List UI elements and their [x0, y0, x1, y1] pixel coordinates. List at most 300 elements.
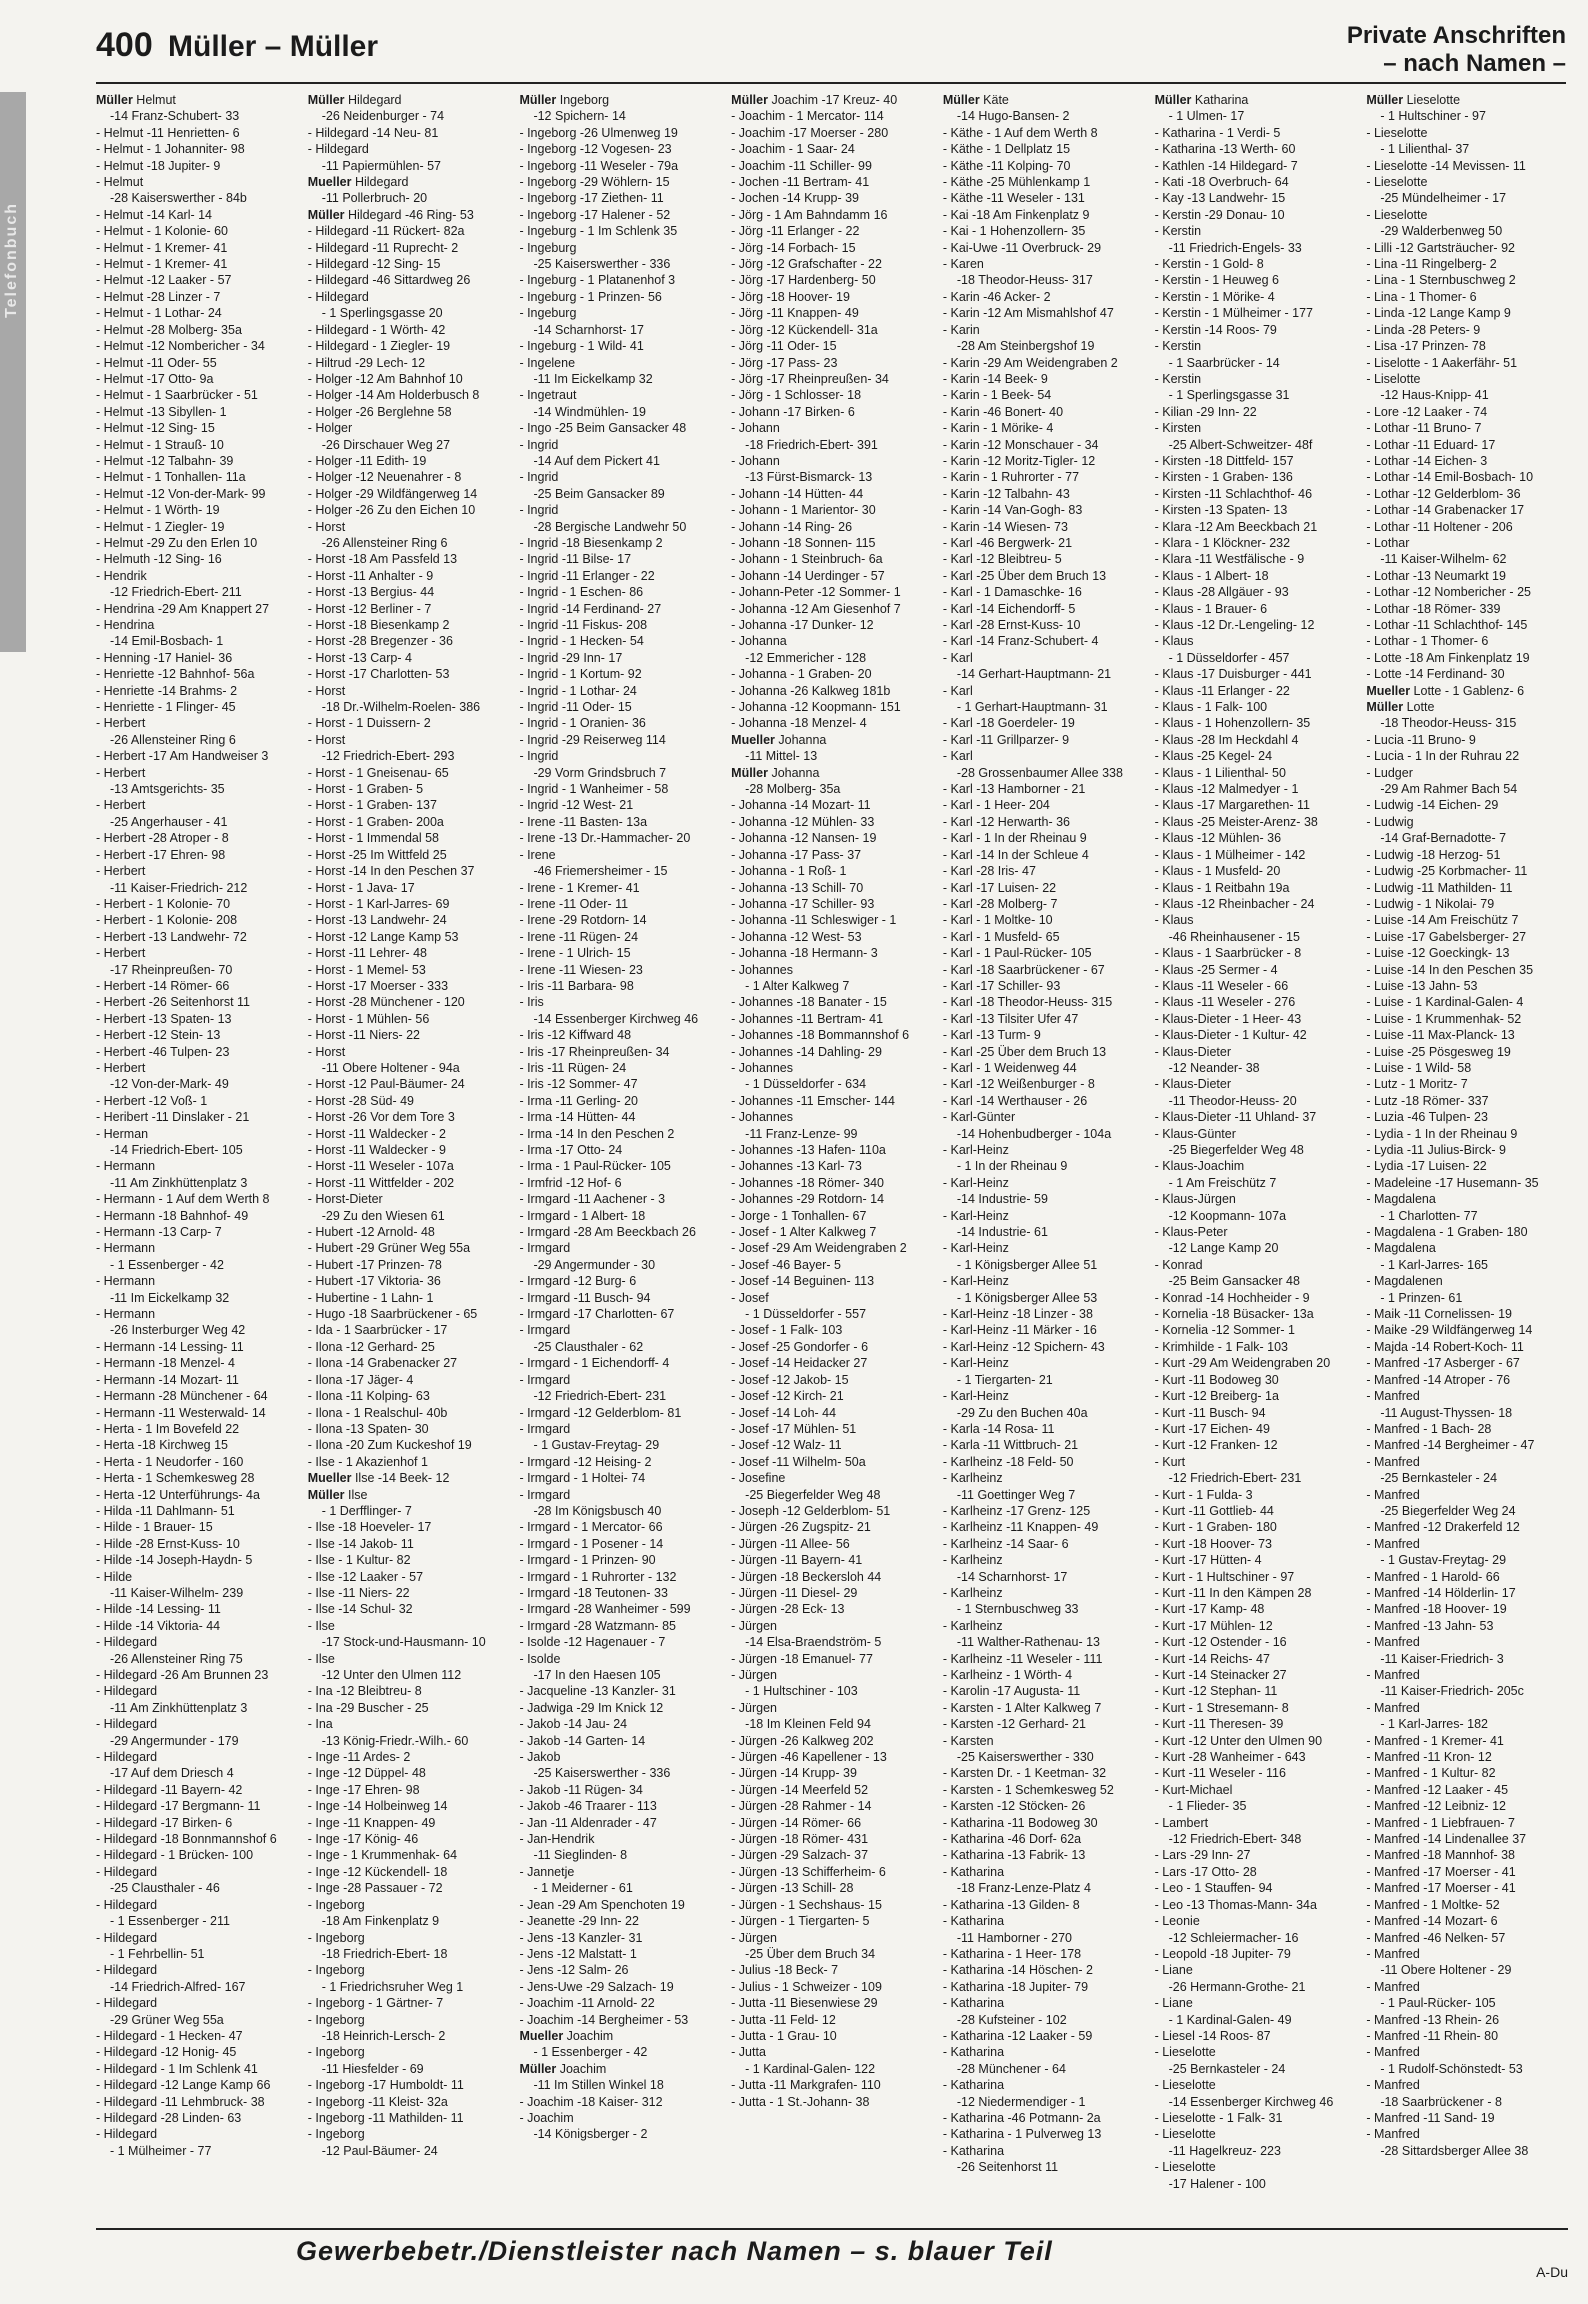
- listing-entry: - Karl-Heinz: [942, 1208, 1009, 1223]
- listing-entry: - Jörg -14 Forbach- 15: [731, 240, 856, 255]
- listing-entry: - Josef - 1 Alter Kalkweg 7: [731, 1225, 877, 1240]
- listing-entry: - Klaus-Dieter - 1 Heer- 43: [1154, 1011, 1302, 1026]
- listing-entry: - Hermann -14 Mozart- 11: [96, 1372, 239, 1387]
- listing-entry: - Jochen -14 Krupp- 39: [731, 191, 860, 206]
- listing-entry: - Karsten -12 Gerhard- 21: [942, 1717, 1086, 1732]
- listing-entry: - Horst -28 Münchener - 120: [307, 995, 465, 1010]
- listing-entry: - Irmgard -28 Wanheimer - 599: [519, 1602, 691, 1617]
- listing-entry: - Helmut - 1 Kolonie- 60: [96, 224, 229, 239]
- listing-entry: - Katharina -46 Potmann- 2a: [942, 2110, 1101, 2125]
- listing-entry: - Horst - 1 Karl-Jarres- 69: [307, 896, 450, 911]
- listing-entry: - Klaus -11 Erlanger - 22: [1154, 683, 1290, 698]
- surname: Mueller: [307, 1471, 352, 1486]
- listing-entry: -18 Theodor-Heuss- 315: [1380, 716, 1517, 731]
- listing-entry: - Karen: [942, 257, 984, 272]
- listing-entry: - Josef -46 Bayer- 5: [731, 1257, 841, 1272]
- listing-entry: - Helmut - 1 Lothar- 24: [96, 306, 222, 321]
- listing-entry: - Iris -12 Kiffward 48: [519, 1028, 632, 1043]
- listing-entry: - Karl - 1 Musfeld- 65: [942, 929, 1060, 944]
- listing-entry: - Kurt -17 Mühlen- 12: [1154, 1618, 1273, 1633]
- listing-entry: - Manfred: [1366, 1700, 1420, 1715]
- listing-entry: - Klaus - 1 Mülheimer - 142: [1154, 847, 1306, 862]
- listing-entry: - 1 Rudolf-Schönstedt- 53: [1380, 2061, 1523, 2076]
- listing-entry: - Hilde -28 Ernst-Kuss- 10: [96, 1536, 240, 1551]
- listing-entry: - Leo -13 Thomas-Mann- 34a: [1154, 1897, 1317, 1912]
- listing-entry: - Inge - 1 Krummenhak- 64: [307, 1848, 458, 1863]
- listing-entry: - Jadwiga -29 Im Knick 12: [519, 1700, 664, 1715]
- listing-entry: - Jacqueline -13 Kanzler- 31: [519, 1684, 676, 1699]
- listing-entry: -14 Scharnhorst- 17: [533, 322, 644, 337]
- listing-entry: -18 Friedrich-Ebert- 391: [745, 437, 878, 452]
- listing-entry: - Horst -12 Berliner - 7: [307, 601, 432, 616]
- listing-entry: - 1 Hultschiner - 97: [1380, 109, 1486, 124]
- listing-entry-surname: Mueller Joachim: [519, 2028, 614, 2043]
- listing-entry: - Jürgen -29 Salzach- 37: [731, 1848, 869, 1863]
- listing-entry: - Lina - 1 Sternbuschweg 2: [1366, 273, 1516, 288]
- listing-entry: - Hildegard - 1 Im Schlenk 41: [96, 2061, 258, 2076]
- listing-entry: - Johanna -17 Pass- 37: [731, 847, 862, 862]
- listing-entry-surname: Müller Joachim: [519, 2061, 607, 2076]
- listing-entry: - Jakob -11 Rügen- 34: [519, 1782, 643, 1797]
- listing-entry: - Irmgard -28 Watzmann- 85: [519, 1618, 676, 1633]
- listing-entry: - Jakob -14 Garten- 14: [519, 1733, 646, 1748]
- listing-entry: -17 Stock-und-Hausmann- 10: [321, 1635, 486, 1650]
- listing-entry: - 1 Düsseldorfer - 557: [745, 1307, 867, 1322]
- listing-entry: - Irmgard -18 Teutonen- 33: [519, 1585, 668, 1600]
- listing-entry: - Lothar -14 Emil-Bosbach- 10: [1366, 470, 1534, 485]
- listing-entry: - 1 Alter Kalkweg 7: [745, 978, 850, 993]
- listing-entry: - Herbert -13 Spaten- 13: [96, 1011, 232, 1026]
- listing-entry: - Katharina -13 Fabrik- 13: [942, 1848, 1086, 1863]
- listing-entry: - Kurt -11 Busch- 94: [1154, 1405, 1266, 1420]
- listing-entry: - Isolde: [519, 1651, 561, 1666]
- listing-entry: -26 Allensteiner Ring 6: [321, 535, 448, 550]
- listing-entry: - Karl -14 In der Schleue 4: [942, 847, 1089, 862]
- surname: Mueller: [1366, 683, 1411, 698]
- listing-entry: - Klaus - 1 Musfeld- 20: [1154, 864, 1281, 879]
- listing-entry: - Manfred: [1366, 1635, 1420, 1650]
- listing-entry: - Luise -11 Max-Planck- 13: [1366, 1028, 1515, 1043]
- listing-entry: -14 Windmühlen- 19: [533, 404, 646, 419]
- listing-entry: - Kurt -17 Eichen- 49: [1154, 1421, 1270, 1436]
- listing-entry: - Lothar -13 Neumarkt 19: [1366, 568, 1506, 583]
- listing-entry: - Lieselotte: [1154, 2045, 1216, 2060]
- listing-entry: - Joachim -11 Arnold- 22: [519, 1996, 655, 2011]
- listing-entry: -18 Dr.-Wilhelm-Roelen- 386: [321, 700, 481, 715]
- listing-entry: - Johanna -18 Menzel- 4: [731, 716, 867, 731]
- listing-entry: - Herta - 1 Im Bovefeld 22: [96, 1421, 240, 1436]
- section-title: [1347, 22, 1566, 78]
- listing-entry: - Karin -12 Moritz-Tigler- 12: [942, 453, 1096, 468]
- listing-entry: -18 Im Kleinen Feld 94: [745, 1717, 871, 1732]
- listing-entry: - Ilona -14 Grabenacker 27: [307, 1356, 458, 1371]
- listing-entry: - Karl: [942, 749, 973, 764]
- listing-entry: -28 Im Königsbusch 40: [533, 1503, 662, 1518]
- listing-entry: - Horst -17 Charlotten- 53: [307, 667, 450, 682]
- listing-entry: - Johannes -11 Emscher- 144: [731, 1093, 895, 1108]
- listing-entry: - 1 Sperlingsgasse 31: [1168, 388, 1290, 403]
- listing-entry: -11 Sieglinden- 8: [533, 1848, 628, 1863]
- listing-entry: - Karl -46 Bergwerk- 21: [942, 535, 1073, 550]
- listing-entry: - Ingeburg - 1 Platanenhof 3: [519, 273, 676, 288]
- listing-entry: - Horst -13 Carp- 4: [307, 650, 412, 665]
- listing-entry: -26 Seitenhorst 11: [956, 2160, 1059, 2175]
- listing-entry: -25 Über dem Bruch 34: [745, 1946, 876, 1961]
- listing-entry: -11 Am Zinkhüttenplatz 3: [110, 1700, 248, 1715]
- listing-entry: - Ingeborg: [307, 2127, 365, 2142]
- listing-entry: - 1 Königsberger Allee 51: [956, 1257, 1098, 1272]
- listing-entry: - 1 Gerhart-Hauptmann- 31: [956, 700, 1108, 715]
- listing-entry: - Karlheinz -11 Knappen- 49: [942, 1520, 1099, 1535]
- listing-entry: - Jutta -11 Biesenwiese 29: [731, 1996, 878, 2011]
- surname: Müller: [1366, 700, 1404, 715]
- listing-entry: - Katharina -11 Bodoweg 30: [942, 1815, 1098, 1830]
- listing-entry: - Herbert: [96, 716, 146, 731]
- listing-entry: - Ina -12 Bleibtreu- 8: [307, 1684, 422, 1699]
- listing-entry: -28 Molberg- 35a: [745, 782, 841, 797]
- listing-entry: - Johanna -12 Koopmann- 151: [731, 700, 901, 715]
- listing-entry: - Lothar: [1366, 535, 1410, 550]
- listing-entry: - Ilona -13 Spaten- 30: [307, 1421, 429, 1436]
- listing-entry: - Kerstin: [1154, 371, 1202, 386]
- listing-entry: -29 Walderbenweg 50: [1380, 224, 1503, 239]
- listing-entry: - Horst -17 Moerser - 333: [307, 978, 449, 993]
- listing-entry: - Kurt -11 Bodoweg 30: [1154, 1372, 1279, 1387]
- listing-entry: - Lothar -11 Schlachthof- 145: [1366, 618, 1528, 632]
- listing-entry: - Helmut - 1 Kremer- 41: [96, 257, 228, 272]
- listing-entry: - Jorge - 1 Tonhallen- 67: [731, 1208, 867, 1223]
- listing-entry: - Hubert -12 Arnold- 48: [307, 1225, 435, 1240]
- listing-entry: -25 Biegerfelder Weg 48: [1168, 1143, 1304, 1157]
- listing-entry: - Karsten Dr. - 1 Keetman- 32: [942, 1766, 1107, 1781]
- listing-entry: - Manfred -17 Moerser - 41: [1366, 1881, 1516, 1896]
- listing-entry: - Ilse: [307, 1651, 335, 1666]
- listing-entry-surname: Müller Käte: [942, 93, 1009, 107]
- listing-entry: - Manfred -14 Mozart- 6: [1366, 1914, 1498, 1929]
- listing-entry: - Kirsten -13 Spaten- 13: [1154, 503, 1288, 518]
- listing-entry: - Herbert -46 Tulpen- 23: [96, 1044, 230, 1059]
- listing-entry: - Karl -11 Grillparzer- 9: [942, 732, 1070, 747]
- listing-entry: - Klaus-Dieter - 1 Kultur- 42: [1154, 1028, 1307, 1043]
- listing-entry: - Holger: [307, 421, 353, 436]
- listing-entry: - Manfred - 1 Kultur- 82: [1366, 1766, 1496, 1781]
- listing-entry: - Lars -29 Inn- 27: [1154, 1848, 1251, 1863]
- listing-entry: - Luzia -46 Tulpen- 23: [1366, 1110, 1488, 1125]
- listing-entry: - Karin -14 Beek- 9: [942, 371, 1048, 386]
- listing-entry: - Karl -18 Saarbrückener - 67: [942, 962, 1105, 977]
- listing-entry: - Karl -25 Über dem Bruch 13: [942, 568, 1107, 583]
- listing-entry: - Karl-Heinz -12 Spichern- 43: [942, 1339, 1105, 1354]
- listing-entry: - Irene -11 Basten- 13a: [519, 814, 648, 829]
- listing-entry: - Kerstin: [1154, 339, 1202, 354]
- listing-entry: - Ingrid - 1 Hecken- 54: [519, 634, 644, 649]
- listing-entry: - Ingelene: [519, 355, 576, 370]
- listing-entry: - Jutta - 1 Grau- 10: [731, 2028, 837, 2043]
- listing-entry: - Karl-Heinz: [942, 1356, 1009, 1371]
- listing-entry: - Lydia - 1 In der Rheinau 9: [1366, 1126, 1518, 1141]
- listing-entry: - 1 Flieder- 35: [1168, 1799, 1247, 1814]
- listing-entry: - Horst - 1 Memel- 53: [307, 962, 426, 977]
- listing-entry: - 1 Kardinal-Galen- 122: [745, 2061, 876, 2076]
- listing-entry: -12 Emmericher - 128: [745, 650, 867, 665]
- listing-entry: - Ludwig -14 Eichen- 29: [1366, 798, 1499, 813]
- listing-entry: - Horst -28 Süd- 49: [307, 1093, 415, 1108]
- listing-entry: - Herbert: [96, 864, 146, 879]
- listing-entry: - Herman: [96, 1126, 149, 1141]
- listing-entry: - Helmut: [96, 175, 144, 190]
- listing-entry: - Manfred -11 Kron- 12: [1366, 1750, 1492, 1765]
- listing-entry-surname: Müller Lotte: [1366, 700, 1435, 715]
- listing-entry: - Ilse -12 Laaker - 57: [307, 1569, 424, 1584]
- listing-entry: - Irmgard: [519, 1241, 571, 1256]
- listing-entry: - Kirsten - 1 Graben- 136: [1154, 470, 1293, 485]
- listing-entry: - Manfred -14 Lindenallee 37: [1366, 1832, 1527, 1847]
- listing-entry: - Jannetje: [519, 1864, 575, 1879]
- listing-entry: - Horst -11 Weseler - 107a: [307, 1159, 454, 1174]
- listing-entry: - Lieselotte -14 Mevissen- 11: [1366, 158, 1526, 173]
- listing-entry: - Käthe - 1 Dellplatz 15: [942, 142, 1071, 157]
- listing-entry: - Lieselotte - 1 Falk- 31: [1154, 2110, 1283, 2125]
- listing-entry: - Klaus-Günter: [1154, 1126, 1236, 1141]
- listing-entry: - Ingeborg -29 Wöhlern- 15: [519, 175, 670, 190]
- listing-entry: - Ludwig -18 Herzog- 51: [1366, 847, 1501, 862]
- listing-entry: -17 Rheinpreußen- 70: [110, 962, 233, 977]
- listing-entry: -29 Zu den Wiesen 61: [321, 1208, 445, 1223]
- listing-entry: - Jörg -12 Grafschafter - 22: [731, 257, 882, 272]
- listing-entry: - Hugo -18 Saarbrückener - 65: [307, 1307, 478, 1322]
- listing-entry: - Karl-Heinz: [942, 1143, 1009, 1157]
- listing-entry: - Johannes -18 Römer- 340: [731, 1175, 885, 1190]
- listing-entry: - Helmut -29 Zu den Erlen 10: [96, 535, 258, 550]
- listing-entry: - Irma -14 In den Peschen 2: [519, 1126, 675, 1141]
- listing-entry: - 1 Prinzen- 61: [1380, 1290, 1463, 1305]
- listing-column-7: [1366, 92, 1568, 2222]
- listing-entry: - Manfred - 1 Harold- 66: [1366, 1569, 1500, 1584]
- listing-entry-surname: Müller Johanna: [731, 765, 820, 780]
- listing-entry: - Jürgen - 1 Sechshaus- 15: [731, 1897, 882, 1912]
- listing-entry: - Ingrid: [519, 470, 559, 485]
- listing-entry: -26 Hermann-Grothe- 21: [1168, 1979, 1306, 1994]
- listing-entry: - 1 Tiergarten- 21: [956, 1372, 1053, 1387]
- listing-entry: -25 Clausthaler - 46: [110, 1881, 220, 1896]
- listing-entry: - Herta -12 Unterführungs- 4a: [96, 1487, 260, 1502]
- listing-entry: - Karl-Heinz -18 Linzer - 38: [942, 1307, 1093, 1322]
- listing-entry: -26 Allensteiner Ring 75: [110, 1651, 243, 1666]
- listing-entry: - Karl -13 Turm- 9: [942, 1028, 1041, 1043]
- listing-entry: - 1 Essenberger - 42: [110, 1257, 224, 1272]
- listing-entry: - Herbert -13 Landwehr- 72: [96, 929, 247, 944]
- listing-entry: - Kurt -17 Kamp- 48: [1154, 1602, 1265, 1617]
- listing-entry: - Kirsten -11 Schlachthof- 46: [1154, 486, 1313, 501]
- listing-entry: - Ingeborg -26 Ulmenweg 19: [519, 125, 678, 140]
- listing-entry: - Josef -14 Loh- 44: [731, 1405, 837, 1420]
- listing-entry: - Hendrina: [96, 618, 155, 632]
- listing-entry: - Ingeburg - 1 Wild- 41: [519, 339, 644, 354]
- listing-entry: - Johann -14 Uerdinger - 57: [731, 568, 885, 583]
- listing-entry: - Horst -11 Anhalter - 9: [307, 568, 434, 583]
- listing-entry: - Hermann: [96, 1274, 156, 1289]
- listing-entry: - Käthe -11 Kolping- 70: [942, 158, 1071, 173]
- listing-entry: - Kurt -18 Hoover- 73: [1154, 1536, 1273, 1551]
- listing-entry: - Kurt -12 Franken- 12: [1154, 1438, 1278, 1453]
- listing-entry: - Herbert: [96, 1060, 146, 1075]
- listing-entry: - Karlheinz: [942, 1585, 1003, 1600]
- listing-entry: - Helmut -14 Karl- 14: [96, 207, 213, 222]
- listing-entry: -18 Heinrich-Lersch- 2: [321, 2028, 446, 2043]
- listing-entry: - Horst - 1 Graben- 5: [307, 782, 424, 797]
- listing-entry: - Karlheinz: [942, 1471, 1003, 1486]
- listing-entry: - Irmgard - 1 Eichendorff- 4: [519, 1356, 670, 1371]
- listing-entry: - Herbert -12 Voß- 1: [96, 1093, 208, 1108]
- listing-entry: - Klaus -17 Margarethen- 11: [1154, 798, 1310, 813]
- listing-entry: - Joachim -17 Moerser - 280: [731, 125, 889, 140]
- listing-entry: -11 Hagelkreuz- 223: [1168, 2143, 1281, 2158]
- listing-entry: -25 Bernkasteler - 24: [1380, 1471, 1498, 1486]
- listing-entry: - Jürgen -11 Bayern- 41: [731, 1553, 863, 1568]
- listing-entry: - Horst -11 Wittfelder - 202: [307, 1175, 455, 1190]
- listing-entry: - Hildegard -12 Sing- 15: [307, 257, 441, 272]
- listing-entry: - Ilse - 1 Akazienhof 1: [307, 1454, 428, 1469]
- listing-entry: - Jürgen -14 Römer- 66: [731, 1815, 862, 1830]
- listing-entry: - Luise -17 Gabelsberger- 27: [1366, 929, 1527, 944]
- listing-entry: - Horst: [307, 732, 346, 747]
- listing-entry: - Joachim -11 Schiller- 99: [731, 158, 872, 173]
- listing-entry: - Kerstin - 1 Mörike- 4: [1154, 289, 1275, 304]
- listing-entry: - Karl -13 Hamborner - 21: [942, 782, 1086, 797]
- listing-entry: - Johannes -14 Dahling- 29: [731, 1044, 882, 1059]
- running-head: Müller – Müller: [168, 30, 379, 63]
- listing-entry: - Josef -17 Mühlen- 51: [731, 1421, 857, 1436]
- listing-entry: -11 Friedrich-Engels- 33: [1168, 240, 1302, 255]
- listing-entry: -14 Franz-Schubert- 33: [110, 109, 240, 124]
- listing-entry: - Horst -11 Waldecker - 9: [307, 1143, 446, 1157]
- listing-entry: - Lotte -14 Ferdinand- 30: [1366, 667, 1505, 682]
- listing-entry: - Klaus-Joachim: [1154, 1159, 1245, 1174]
- listing-entry: - Lothar -11 Eduard- 17: [1366, 437, 1496, 452]
- listing-entry: - Irma -11 Gerling- 20: [519, 1093, 638, 1108]
- listing-column-3: [519, 92, 721, 2222]
- listing-entry: - Hildegard -17 Birken- 6: [96, 1815, 233, 1830]
- listing-entry: - Karl - 1 Moltke- 10: [942, 913, 1053, 928]
- listing-entry: - Manfred -14 Bergheimer - 47: [1366, 1438, 1535, 1453]
- listing-entry: -11 Kaiser-Friedrich- 3: [1380, 1651, 1504, 1666]
- listing-entry: - Johannes -13 Karl- 73: [731, 1159, 862, 1174]
- listing-entry: - Jürgen -18 Römer- 431: [731, 1832, 869, 1847]
- listing-entry: - 1 Karl-Jarres- 165: [1380, 1257, 1488, 1272]
- listing-entry: - Iris -11 Barbara- 98: [519, 978, 634, 993]
- listing-entry: - 1 Derfflinger- 7: [321, 1503, 412, 1518]
- listing-entry: - Ingeburg: [519, 306, 577, 321]
- listing-entry: - Karl - 1 Paul-Rücker- 105: [942, 946, 1092, 961]
- listing-entry: - Herta -18 Kirchweg 15: [96, 1438, 229, 1453]
- listing-entry: - 1 In der Rheinau 9: [956, 1159, 1068, 1174]
- listing-entry: - Kai - 1 Hohenzollern- 35: [942, 224, 1086, 239]
- listing-entry: - Jörg -12 Kückendell- 31a: [731, 322, 878, 337]
- listing-entry: - Horst -25 Im Wittfeld 25: [307, 847, 447, 862]
- listing-entry: - Karolin -17 Augusta- 11: [942, 1684, 1081, 1699]
- listing-entry: - Jörg - 1 Schlosser- 18: [731, 388, 862, 403]
- listing-entry: - Karl -28 Ernst-Kuss- 10: [942, 618, 1081, 632]
- listing-entry-surname: Müller Helmut: [96, 93, 176, 107]
- listing-entry: - Klaus - 1 Hohenzollern- 35: [1154, 716, 1311, 731]
- listing-entry: - Johanna -13 Schill- 70: [731, 880, 864, 895]
- listing-entry: - Karla -14 Rosa- 11: [942, 1421, 1055, 1436]
- listing-entry: - Josef -14 Heidacker 27: [731, 1356, 868, 1371]
- listing-entry: - Jutta: [731, 2045, 766, 2060]
- listing-entry: - Hilde -14 Joseph-Haydn- 5: [96, 1553, 253, 1568]
- listing-entry: - Hermann: [96, 1159, 156, 1174]
- listing-entry: - Jutta -11 Feld- 12: [731, 2012, 836, 2027]
- thumb-index-tab: [0, 92, 26, 652]
- listing-entry: -26 Insterburger Weg 42: [110, 1323, 246, 1338]
- listing-entry: - Ingrid -11 Oder- 15: [519, 700, 632, 715]
- listing-entry: - Karl -17 Schiller- 93: [942, 978, 1061, 993]
- listing-entry: - Katharina -13 Gilden- 8: [942, 1897, 1080, 1912]
- listing-entry: - Ingrid: [519, 503, 559, 518]
- listing-entry: - Horst -26 Vor dem Tore 3: [307, 1110, 455, 1125]
- listing-entry: - Hilde - 1 Brauer- 15: [96, 1520, 213, 1535]
- listing-entry: - Lothar -18 Römer- 339: [1366, 601, 1501, 616]
- listing-entry: - Irmgard: [519, 1421, 571, 1436]
- surname: Müller: [307, 93, 345, 107]
- listing-entry: - Klaus - 1 Reitbahn 19a: [1154, 880, 1290, 895]
- listing-entry: - Leo - 1 Stauffen- 94: [1154, 1881, 1273, 1896]
- listing-entry: - Josef: [731, 1290, 769, 1305]
- listing-entry: - Johanna -17 Schiller- 93: [731, 896, 875, 911]
- listing-entry: - 1 Karl-Jarres- 182: [1380, 1717, 1488, 1732]
- listing-entry: - 1 Paul-Rücker- 105: [1380, 1996, 1496, 2011]
- listing-entry: -12 Haus-Knipp- 41: [1380, 388, 1489, 403]
- listing-entry: - Ludwig: [1366, 814, 1414, 829]
- listing-entry-surname: Mueller Ilse -14 Beek- 12: [307, 1471, 450, 1486]
- listing-entry: - Ingeborg: [307, 1963, 365, 1978]
- listing-entry: - Konrad -14 Hochheider - 9: [1154, 1290, 1310, 1305]
- listing-entry: - Karl - 1 Heer- 204: [942, 798, 1050, 813]
- footer-note: Gewerbebetr./Dienstleister nach Namen – s. blauer Teil: [296, 2236, 1053, 2266]
- section-title-line1: Private Anschriften: [1346, 22, 1566, 49]
- listing-entry: - Ingeburg - 1 Prinzen- 56: [519, 289, 662, 304]
- listing-entry: - Lydia -17 Luisen- 22: [1366, 1159, 1487, 1174]
- listing-entry: - Jochen -11 Bertram- 41: [731, 175, 870, 190]
- listing-entry: - Klara -11 Westfälische - 9: [1154, 552, 1305, 567]
- listing-entry: -11 Goettinger Weg 7: [956, 1487, 1076, 1502]
- listing-entry: -13 Amtsgerichts- 35: [110, 782, 225, 797]
- listing-entry: - Henriette -14 Brahms- 2: [96, 683, 238, 698]
- listing-entry: - Johanna -12 Nansen- 19: [731, 831, 877, 846]
- listing-entry: - Hildegard -12 Honig- 45: [96, 2045, 237, 2060]
- listing-entry: - Lieselotte: [1154, 2127, 1216, 2142]
- listing-entry: -12 Friedrich-Ebert- 211: [110, 585, 242, 600]
- listing-entry: - Kurt -17 Hütten- 4: [1154, 1553, 1262, 1568]
- listing-entry: - Klaus: [1154, 634, 1194, 649]
- listing-entry: - Johanna - 1 Graben- 20: [731, 667, 872, 682]
- listing-entry: - Jakob -46 Traarer - 113: [519, 1799, 657, 1814]
- listing-entry: - Hermann: [96, 1241, 156, 1256]
- listing-entry: - Ludwig - 1 Nikolai- 79: [1366, 896, 1495, 911]
- listing-entry: - Manfred -13 Jahn- 53: [1366, 1618, 1494, 1633]
- listing-entry: - Johannes -13 Hafen- 110a: [731, 1143, 886, 1157]
- listing-entry: - Karl - 1 Damaschke- 16: [942, 585, 1082, 600]
- listing-entry: - Joseph -12 Gelderblom- 51: [731, 1503, 891, 1518]
- listing-entry: - Holger -12 Neuenahrer - 8: [307, 470, 462, 485]
- listing-entry: -28 Kaiserswerther - 84b: [110, 191, 247, 206]
- listing-entry: - Karlheinz: [942, 1618, 1003, 1633]
- listing-entry: - Heribert -11 Dinslaker - 21: [96, 1110, 250, 1125]
- listing-entry: -26 Dirschauer Weg 27: [321, 437, 451, 452]
- listing-entry: - Johann -17 Birken- 6: [731, 404, 855, 419]
- listing-entry: - Hermann: [96, 1307, 156, 1322]
- listing-entry: - Kurt -12 Ostender - 16: [1154, 1635, 1287, 1650]
